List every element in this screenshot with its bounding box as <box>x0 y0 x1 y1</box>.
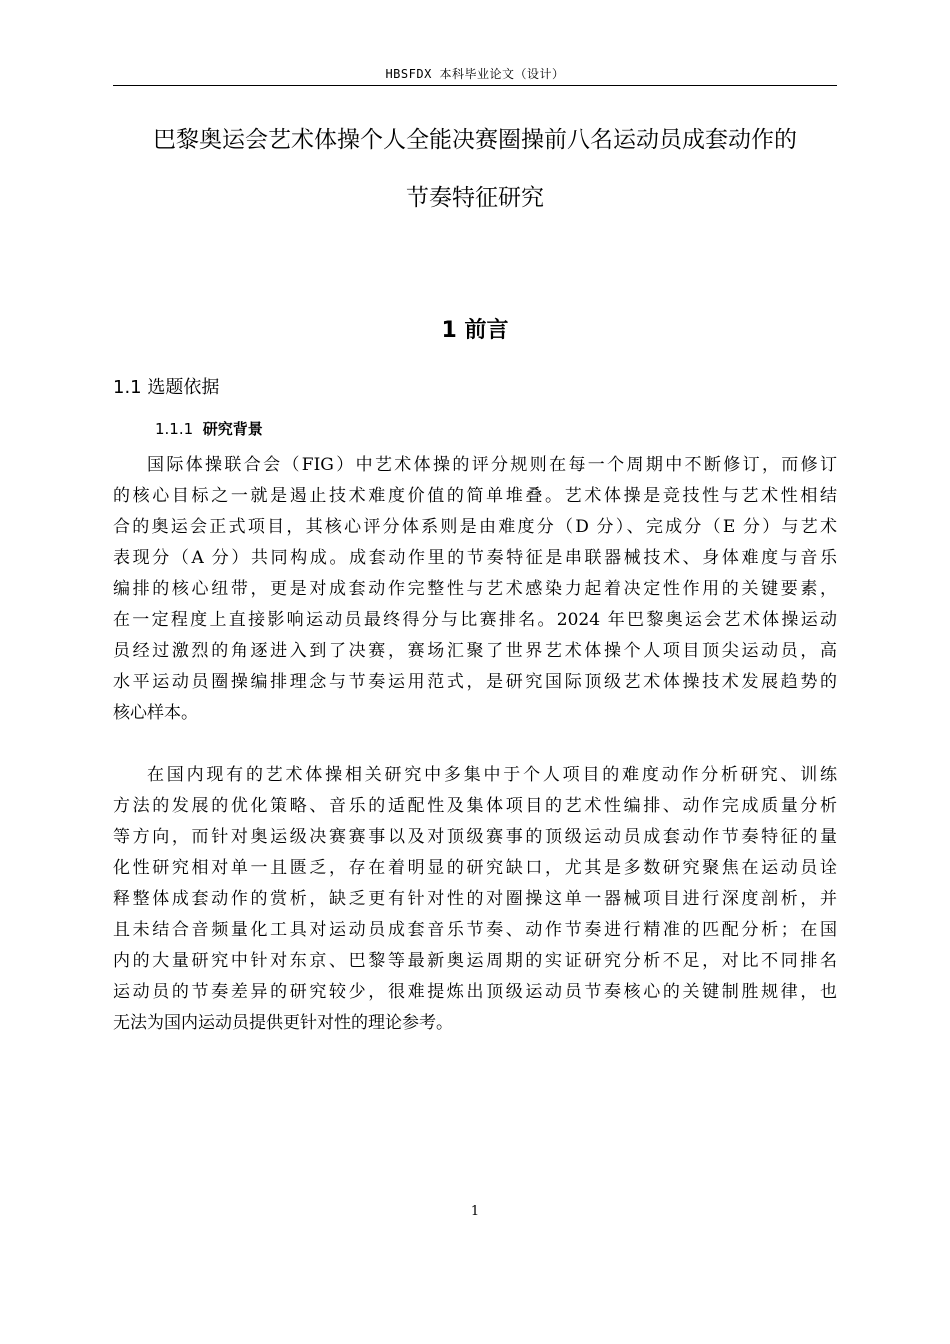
subsection-number: 1.1.1 <box>155 420 194 438</box>
header-rule <box>113 85 837 86</box>
paragraph-line: 员经过激烈的角逐进入到了决赛，赛场汇聚了世界艺术体操个人项目顶尖运动员，高 <box>113 641 837 661</box>
running-header: HBSFDX 本科毕业论文（设计） <box>385 67 565 81</box>
paragraph-line: 国际体操联合会（FIG）中艺术体操的评分规则在每一个周期中不断修订，而修订 <box>147 455 837 475</box>
paragraph-line: 合的奥运会正式项目，其核心评分体系则是由难度分（D 分）、完成分（E 分）与艺术 <box>113 517 837 537</box>
document-title-line-2: 节奏特征研究 <box>406 185 544 211</box>
paragraph-line: 且未结合音频量化工具对运动员成套音乐节奏、动作节奏进行精准的匹配分析；在国 <box>113 920 837 940</box>
paragraph-line: 方法的发展的优化策略、音乐的适配性及集体项目的艺术性编排、动作完成质量分析 <box>113 796 837 816</box>
paragraph-line: 核心样本。 <box>113 703 198 723</box>
paragraph-background <box>113 450 837 729</box>
paragraph-line: 的核心目标之一就是遏止技术难度价值的简单堆叠。艺术体操是竞技性与艺术性相结 <box>113 486 837 506</box>
section-heading: 1.1 选题依据 <box>113 377 220 398</box>
document-title-line-1: 巴黎奥运会艺术体操个人全能决赛圈操前八名运动员成套动作的 <box>153 127 797 153</box>
paragraph-line: 在一定程度上直接影响运动员最终得分与比赛排名。2024 年巴黎奥运会艺术体操运动 <box>113 610 837 630</box>
paragraph-line: 在国内现有的艺术体操相关研究中多集中于个人项目的难度动作分析研究、训练 <box>147 765 837 785</box>
paragraph-line: 无法为国内运动员提供更针对性的理论参考。 <box>113 1013 453 1033</box>
paragraph-research-gap <box>113 760 837 1039</box>
paragraph-line: 水平运动员圈操编排理念与节奏运用范式，是研究国际顶级艺术体操技术发展趋势的 <box>113 672 837 692</box>
paragraph-line: 编排的核心纽带，更是对成套动作完整性与艺术感染力起着决定性作用的关键要素， <box>113 579 837 599</box>
paragraph-line: 运动员的节奏差异的研究较少，很难提炼出顶级运动员节奏核心的关键制胜规律，也 <box>113 982 837 1002</box>
subsection-heading <box>155 416 263 442</box>
paragraph-line: 化性研究相对单一且匮乏，存在着明显的研究缺口，尤其是多数研究聚焦在运动员诠 <box>113 858 837 878</box>
paragraph-line: 释整体成套动作的赏析，缺乏更有针对性的对圈操这单一器械项目进行深度剖析，并 <box>113 889 837 909</box>
paragraph-line: 表现分（A 分）共同构成。成套动作里的节奏特征是串联器械技术、身体难度与音乐 <box>113 548 837 568</box>
chapter-heading: 1 前言 <box>441 318 509 343</box>
paragraph-line: 等方向，而针对奥运级决赛赛事以及对顶级赛事的顶级运动员成套动作节奏特征的量 <box>113 827 837 847</box>
paragraph-line: 内的大量研究中针对东京、巴黎等最新奥运周期的实证研究分析不足，对比不同排名 <box>113 951 837 971</box>
page-number: 1 <box>470 1204 480 1219</box>
subsection-title: 研究背景 <box>202 420 263 438</box>
